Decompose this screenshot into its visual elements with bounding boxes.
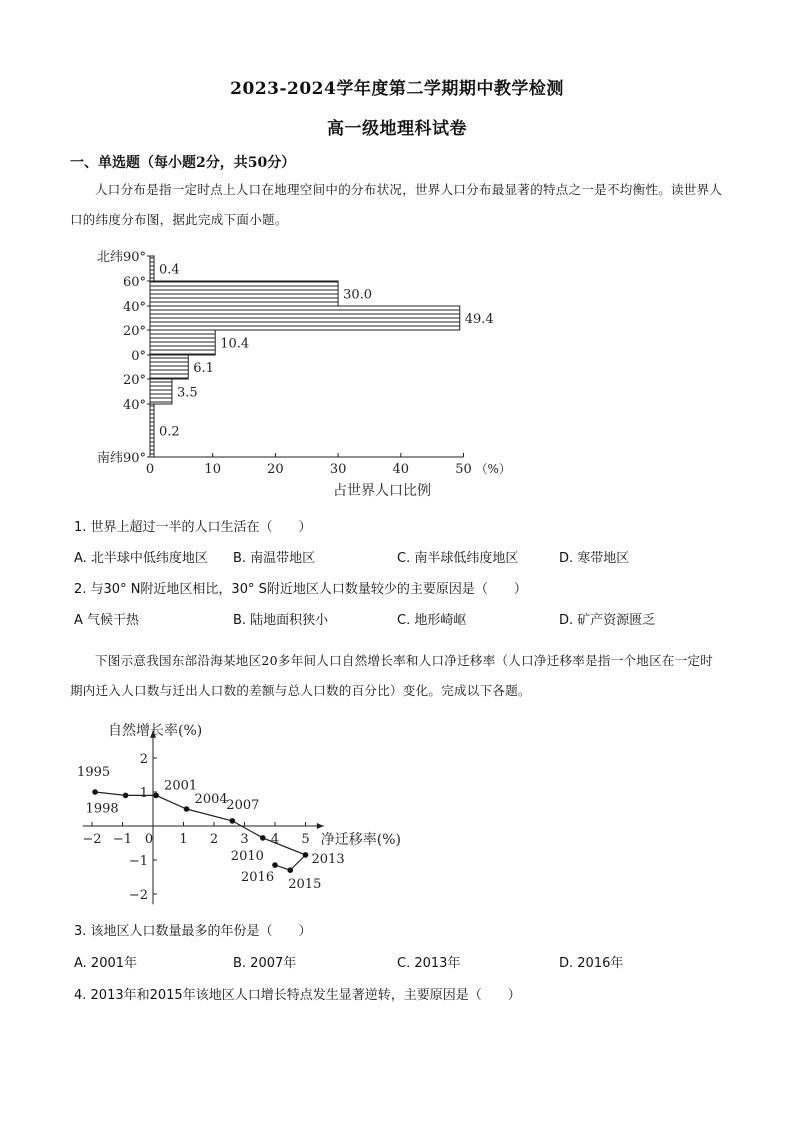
x-tick-label-6: 4 (270, 832, 280, 847)
lat-label-2: 40° (122, 300, 146, 315)
q2-option-c[interactable]: C. 地形崎岖 (397, 613, 467, 628)
x-tick-label-0: −2 (82, 832, 102, 847)
point-1995 (92, 789, 98, 795)
point-label-2016: 2016 (241, 870, 275, 886)
x-unit: （%） (475, 462, 511, 476)
point-1998 (123, 793, 129, 799)
lat-label-5: 20° (122, 373, 146, 388)
bar-label-1: 30.0 (343, 287, 373, 303)
x-axis-title: 占世界人口比例 (332, 483, 431, 499)
y-axis-title: 自然增长率(%) (108, 722, 203, 739)
question-4-stem: 4. 2013年和2015年该地区人口增长特点发生显著逆转，主要原因是（ ） (74, 988, 521, 1003)
x-tick-label-3: 1 (179, 832, 188, 847)
x-tick-label-1: −1 (112, 832, 133, 847)
x-axis-arrow (317, 823, 324, 829)
q1-option-c[interactable]: C. 南半球低纬度地区 (397, 551, 519, 566)
question-1-stem: 1. 世界上超过一半的人口生活在（ ） (74, 520, 312, 535)
point-2010 (260, 835, 266, 841)
q1-option-a[interactable]: A. 北半球中低纬度地区 (74, 551, 208, 566)
growth-migration-chart (70, 706, 420, 906)
point-label-2004: 2004 (194, 792, 228, 807)
point-label-1995: 1995 (77, 765, 111, 780)
q3-option-a[interactable]: A. 2001年 (74, 956, 138, 971)
x-tick-label-4: 2 (209, 832, 219, 847)
bar-label-2: 49.4 (464, 312, 494, 327)
point-2001 (153, 793, 159, 799)
bar-0 (150, 256, 154, 281)
point-label-2010: 2010 (230, 848, 264, 864)
section-heading: 一、单选题（每小题2分，共50分） (70, 155, 296, 171)
point-label-2013: 2013 (311, 851, 345, 867)
lat-label-6: 40° (122, 398, 146, 413)
point-2015 (287, 867, 293, 873)
q3-option-d[interactable]: D. 2016年 (559, 956, 624, 971)
question-2-stem: 2. 与30° N附近地区相比，30° S附近地区人口数量较少的主要原因是（ ） (74, 582, 527, 597)
x-tick-label-4: 40 (392, 462, 410, 477)
lat-label-7: 南纬90° (96, 451, 146, 466)
point-label-1998: 1998 (85, 801, 119, 817)
bar-label-5: 3.5 (176, 385, 198, 401)
point-label-2007: 2007 (226, 797, 260, 813)
x-tick-label-1: 10 (204, 462, 221, 477)
x-tick-label-0: 0 (145, 462, 155, 477)
lat-label-0: 北纬90° (96, 250, 146, 265)
x-axis-title: 净迁移率(%) (320, 832, 401, 848)
passage-2: 下图示意我国东部沿海某地区20多年间人口自然增长率和人口净迁移率（人口净迁移率是指一个地区在一定时期内迁入人口数与迁出人口数的差额与总人口数的百分比）变化。完成以下各题。 (70, 653, 714, 698)
x-tick-label-2: 20 (267, 462, 284, 477)
exam-title: 2023-2024学年度第二学期期中教学检测 (230, 79, 564, 99)
bar-label-4: 6.1 (193, 361, 214, 376)
lat-label-4: 0° (131, 349, 146, 364)
point-2007 (230, 818, 236, 824)
latitude-population-chart (80, 244, 540, 502)
bar-2 (150, 306, 460, 330)
point-2013 (303, 852, 309, 858)
x-tick-label-2: 0 (144, 832, 154, 847)
x-tick-label-5: 50 (455, 462, 472, 477)
passage-1: 人口分布是指一定时点上人口在地理空间中的分布状况，世界人口分布最显著的特点之一是不均衡性。读世界人口的纬度分布图，据此完成下面小题。 (70, 182, 723, 227)
q1-option-b[interactable]: B. 南温带地区 (233, 551, 316, 566)
exam-subtitle: 高一级地理科试卷 (327, 119, 467, 139)
point-2016 (272, 862, 278, 868)
y-tick-label-2: −1 (128, 854, 148, 869)
q3-option-c[interactable]: C. 2013年 (397, 956, 461, 971)
bar-label-3: 10.4 (220, 336, 250, 352)
bar-6 (150, 404, 154, 457)
question-3-stem: 3. 该地区人口数量最多的年份是（ ） (74, 924, 312, 939)
q1-option-d[interactable]: D. 寒带地区 (559, 551, 630, 566)
bar-5 (150, 379, 172, 404)
bar-4 (150, 355, 188, 379)
x-tick-label-3: 30 (329, 462, 347, 477)
lat-label-3: 20° (122, 324, 146, 339)
q2-option-b[interactable]: B. 陆地面积狭小 (233, 613, 329, 628)
point-2004 (184, 806, 190, 812)
point-label-2001: 2001 (164, 778, 198, 794)
point-label-2015: 2015 (288, 877, 322, 893)
y-tick-label-0: 2 (139, 752, 148, 767)
bar-label-6: 0.2 (159, 424, 180, 440)
x-tick-label-5: 3 (240, 832, 249, 847)
y-tick-label-1: 1 (139, 786, 148, 801)
q2-option-a[interactable]: A 气候干热 (74, 613, 140, 628)
x-tick-label-7: 5 (301, 832, 310, 847)
y-tick-label-3: −2 (128, 888, 148, 903)
lat-label-1: 60° (122, 275, 146, 290)
bar-label-0: 0.4 (159, 262, 180, 278)
bar-1 (150, 281, 338, 306)
bar-3 (150, 330, 215, 355)
q2-option-d[interactable]: D. 矿产资源匮乏 (559, 613, 656, 628)
q3-option-b[interactable]: B. 2007年 (233, 956, 297, 971)
